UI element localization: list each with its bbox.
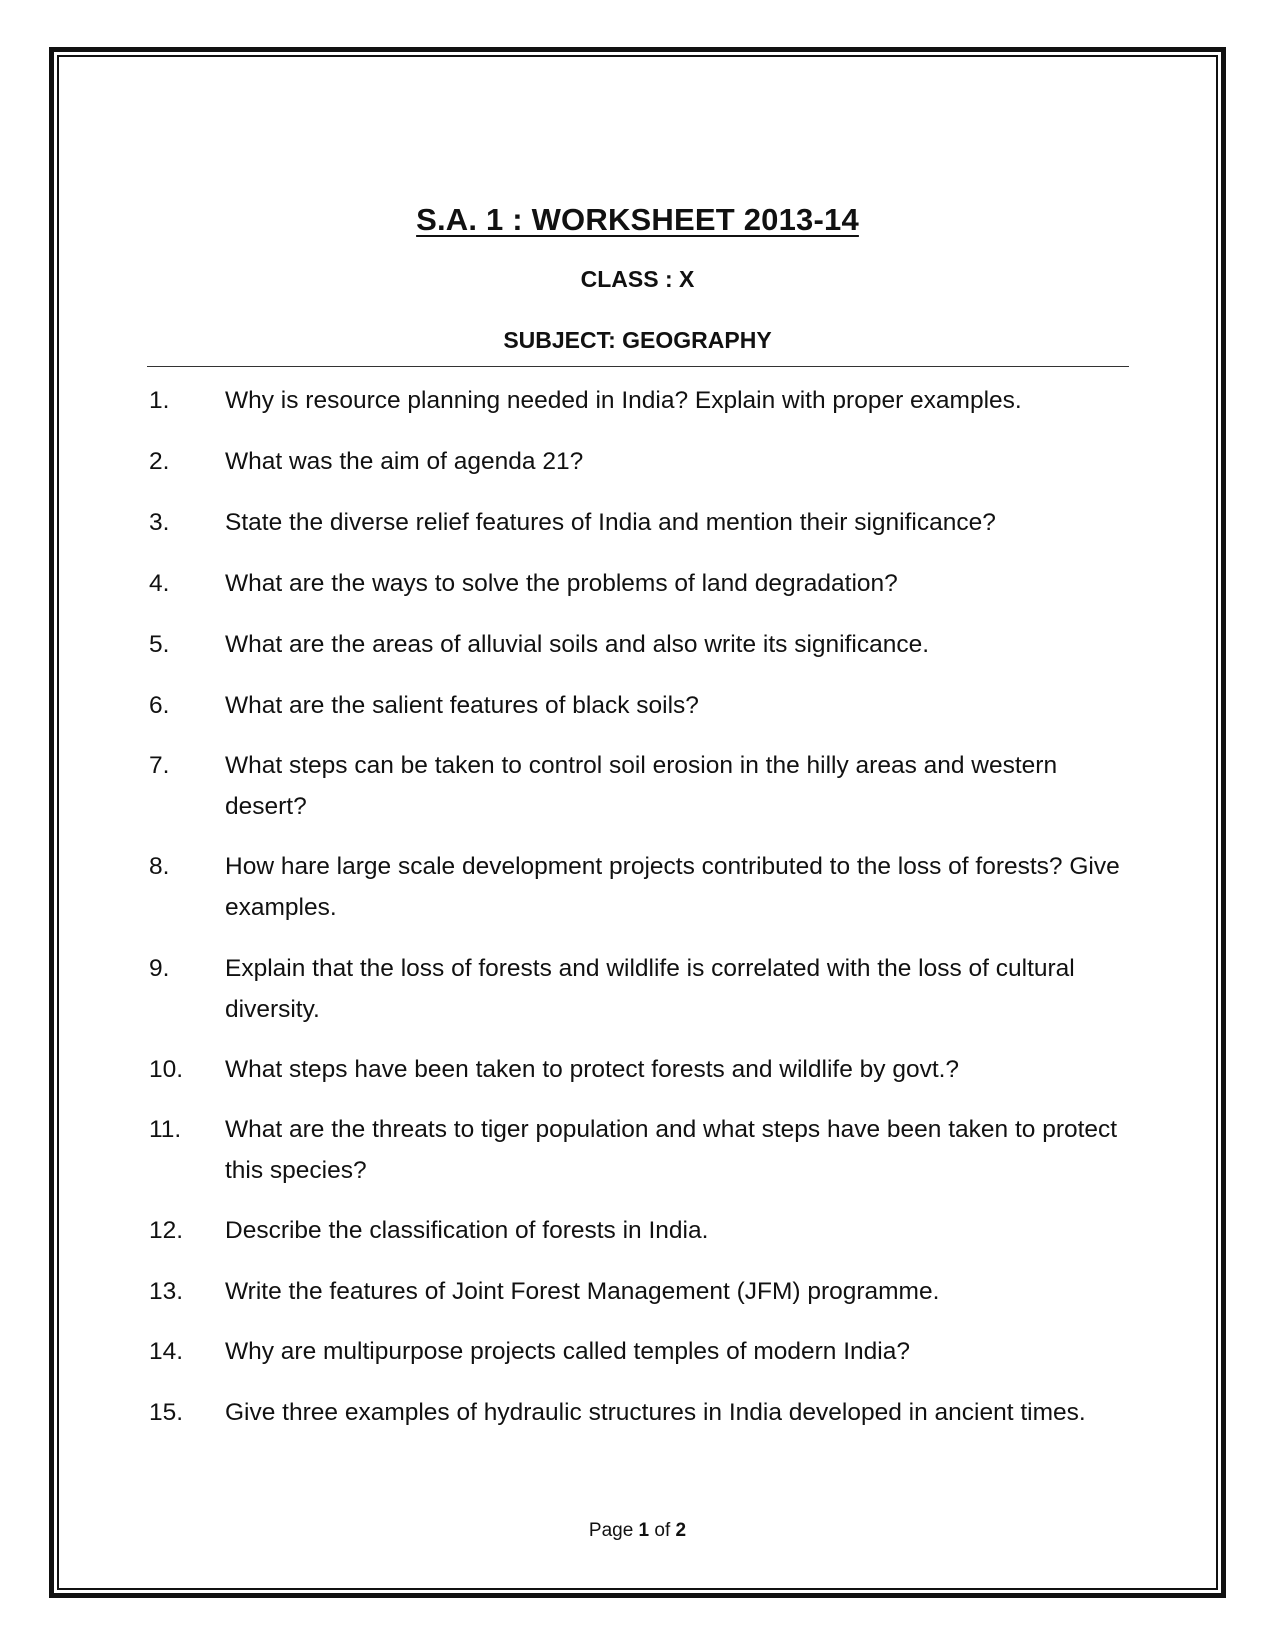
question-number: 6.: [149, 692, 170, 719]
question-number: 4.: [149, 570, 170, 597]
question-number: 14.: [149, 1338, 184, 1365]
question-number: 3.: [149, 509, 170, 536]
question-number: 1.: [149, 387, 170, 414]
question-text: Give three examples of hydraulic structures in India developed in ancient times.: [225, 1399, 1086, 1426]
subject-heading: SUBJECT: GEOGRAPHY: [503, 327, 772, 353]
question-text: What was the aim of agenda 21?: [225, 448, 584, 475]
question-text: State the diverse relief features of India and mention their significance?: [225, 509, 996, 536]
worksheet-title: S.A. 1 : WORKSHEET 2013-14: [416, 202, 859, 237]
question-text: What are the threats to tiger population and what steps have been taken to protect this species?: [225, 1116, 1118, 1184]
question-text: How hare large scale development projects contributed to the loss of forests? Give examples.: [225, 853, 1120, 921]
question-number: 8.: [149, 853, 170, 880]
question-text: Explain that the loss of forests and wildlife is correlated with the loss of cultural diversity.: [225, 955, 1075, 1023]
question-text: What steps can be taken to control soil erosion in the hilly areas and western desert?: [225, 752, 1058, 820]
header-divider: [147, 366, 1129, 367]
question-number: 10.: [149, 1056, 184, 1083]
page-footer: [0, 1520, 1275, 1542]
page-label: Page: [588, 1520, 639, 1541]
question-text: Why is resource planning needed in India? Explain with proper examples.: [225, 387, 1022, 414]
page-current: 1: [638, 1520, 650, 1541]
page-total: 2: [675, 1520, 687, 1541]
question-number: 13.: [149, 1278, 184, 1305]
question-number: 9.: [149, 955, 170, 982]
question-text: What are the areas of alluvial soils and also write its significance.: [225, 631, 930, 658]
page-of-label: of: [649, 1520, 676, 1541]
question-number: 5.: [149, 631, 170, 658]
question-number: 12.: [149, 1217, 184, 1244]
question-text: Why are multipurpose projects called temples of modern India?: [225, 1338, 910, 1365]
question-number: 2.: [149, 448, 170, 475]
question-number: 7.: [149, 752, 170, 779]
class-heading: CLASS : X: [580, 266, 695, 292]
question-text: What steps have been taken to protect forests and wildlife by govt.?: [225, 1056, 960, 1083]
question-text: What are the ways to solve the problems of land degradation?: [225, 570, 898, 597]
question-text: Describe the classification of forests in India.: [225, 1217, 709, 1244]
question-text: What are the salient features of black soils?: [225, 692, 699, 719]
question-number: 11.: [149, 1116, 182, 1143]
question-number: 15.: [149, 1399, 184, 1426]
question-text: Write the features of Joint Forest Management (JFM) programme.: [225, 1278, 940, 1305]
